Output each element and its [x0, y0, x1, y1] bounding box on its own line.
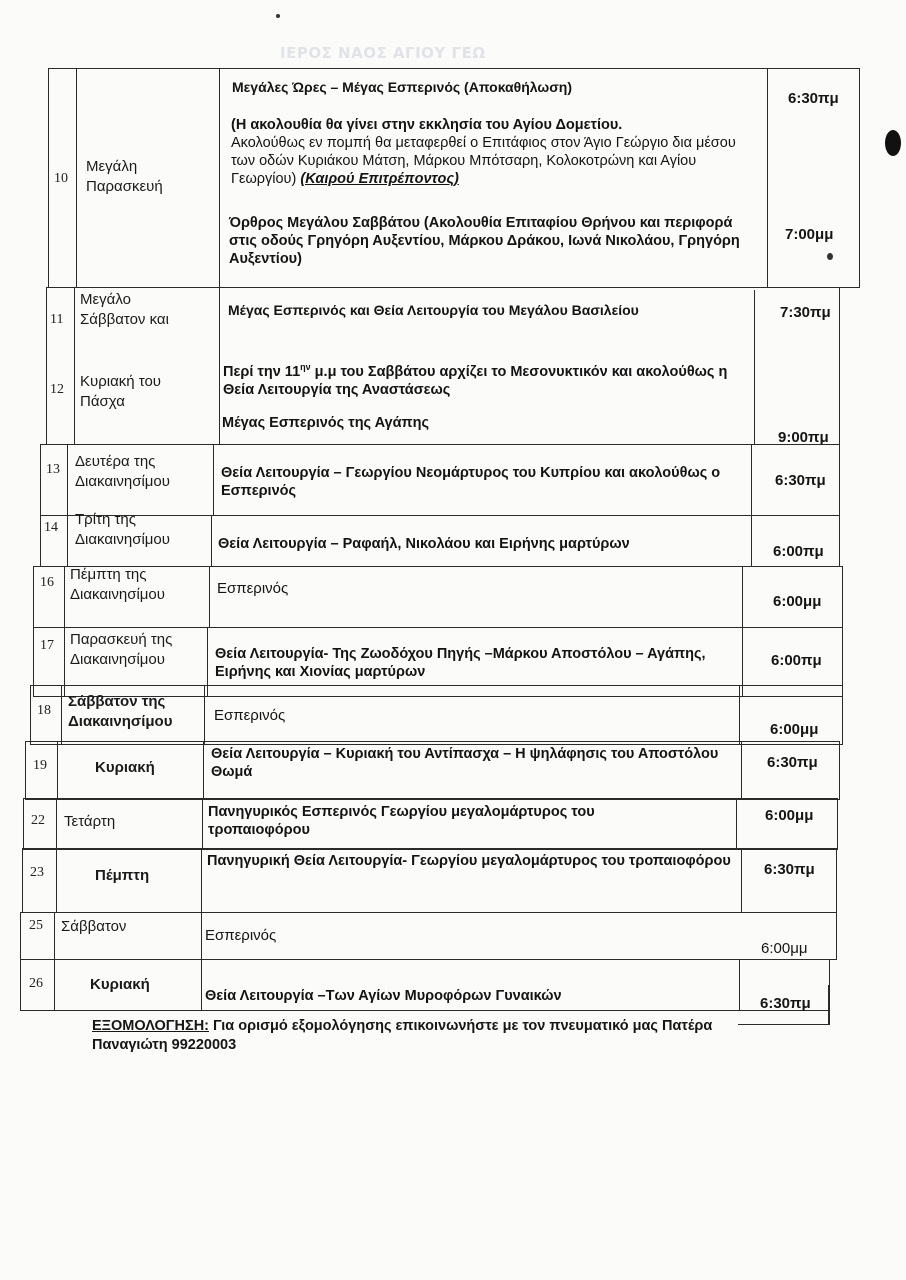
service-time: 6:00μμ [765, 807, 814, 824]
ordinal-suffix: ην [300, 362, 311, 372]
service-time: 6:30πμ [775, 472, 826, 489]
service-note [231, 134, 761, 188]
service-text: Θεία Λειτουργία – Κυριακή του Αντίπασχα – Η ψηλάφησις του Αποστόλου Θωμά [211, 746, 719, 780]
service-text: Πανηγυρικός Εσπερινός Γεωργίου μεγαλομάρτυρος του τροπαιοφόρου [208, 804, 595, 838]
day-name: Τετάρτη [64, 813, 116, 830]
service-time: 6:30πμ [764, 861, 815, 878]
service-time: 6:00μμ [770, 721, 819, 738]
day-number: 14 [44, 520, 58, 535]
day-number: 11 [50, 312, 64, 327]
service-note-title: (Η ακολουθία θα γίνει στην εκκλησία του Αγίου Δομετίου. [231, 117, 623, 133]
day-number: 10 [54, 171, 68, 186]
service-text: Εσπερινός [214, 707, 286, 724]
day-name: Κυριακή του Πάσχα [80, 373, 162, 410]
confession-heading: ΕΞΟΜΟΛΟΓΗΣΗ: [92, 1018, 209, 1034]
service-time: 6:30πμ [788, 90, 839, 107]
service-text: Εσπερινός [217, 580, 289, 597]
day-name: Μεγάλη Παρασκευή [86, 158, 163, 195]
day-number: 19 [33, 758, 47, 773]
table-border-bottom-right [828, 985, 830, 1025]
service-text: Μεγάλες Ώρες – Μέγας Εσπερινός (Αποκαθήλωση) [232, 79, 573, 95]
service-text: Θεία Λειτουργία- Της Ζωοδόχου Πηγής –Μάρκου Αποστόλου – Αγάπης, Ειρήνης και Χιονίας μαρτύρων [215, 646, 706, 680]
day-name: Παρασκευή της Διακαινησίμου [70, 631, 173, 668]
service-time: 6:30πμ [760, 995, 811, 1012]
service-time: 6:00πμ [771, 652, 822, 669]
service-text-part: μ.μ του Σαββάτου αρχίζει το Μεσονυκτικόν και ακολούθως η Θεία Λειτουργία της Αναστάσεως [223, 363, 728, 398]
day-number: 17 [40, 638, 54, 653]
day-number: 12 [50, 382, 64, 397]
service-text: Μέγας Εσπερινός και Θεία Λειτουργία του Μεγάλου Βασιλείου [228, 302, 639, 318]
faint-show-through-heading: ΙΕΡΟΣ ΝΑΟΣ ΑΓΙΟΥ ΓΕΩ [280, 44, 486, 62]
service-text: Εσπερινός [205, 927, 277, 944]
column-divider [754, 290, 755, 445]
day-number: 26 [29, 976, 43, 991]
service-text: Θεία Λειτουργία –Των Αγίων Μυροφόρων Γυναικών [205, 988, 562, 1004]
service-text: Όρθρος Μεγάλου Σαββάτου (Ακολουθία Επιταφίου Θρήνου και περιφορά στις οδούς Γρηγόρη Αυξεντίου, Μάρκου Δράκου, Ιωνά Νικολάου, Γρηγόρη Αυξεντίου) [229, 215, 740, 267]
service-time: 7:30πμ [780, 304, 831, 321]
day-name: Μεγάλο Σάββατον και [80, 291, 169, 328]
service-time: 6:00μμ [773, 593, 822, 610]
service-text: Θεία Λειτουργία – Γεωργίου Νεομάρτυρος του Κυπρίου και ακολούθως ο Εσπερινός [221, 465, 721, 499]
service-text: Μέγας Εσπερινός της Αγάπης [222, 415, 430, 431]
confession-text: Για ορισμό εξομολόγησης επικοινωνήστε με τον πνευματικό μας Πατέρα Παναγιώτη 99220003 [92, 1018, 713, 1053]
day-number: 25 [29, 918, 43, 933]
service-time: 9:00πμ [778, 429, 829, 446]
service-text: Πανηγυρική Θεία Λειτουργία- Γεωργίου μεγαλομάρτυρος του τροπαιοφόρου [207, 853, 731, 869]
day-name: Σάββατον της Διακαινησίμου [68, 693, 173, 730]
service-time: 7:00μμ [785, 226, 834, 243]
service-note-body: Ακολούθως εν πομπή θα μεταφερθεί ο Επιτάφιος στον Άγιο Γεώργιο δια μέσου των οδών Κυριάκου Μάτση, Μάρκου Μπότσαρη, Κολοκοτρώνη και Αγίου Γεωργίου) [231, 135, 736, 187]
service-time: 6:00μμ [761, 940, 808, 957]
day-name: Πέμπτη της Διακαινησίμου [70, 566, 165, 603]
day-number: 13 [46, 462, 60, 477]
day-name: Δευτέρα της Διακαινησίμου [75, 453, 170, 490]
day-number: 23 [30, 865, 44, 880]
day-name: Σάββατον [61, 918, 127, 935]
service-text-part: Περί την 11 [223, 363, 301, 380]
day-name: Κυριακή [95, 759, 155, 776]
service-time: 6:00πμ [773, 543, 824, 560]
day-number: 22 [31, 813, 45, 828]
service-text [223, 358, 733, 399]
confession-notice [92, 1017, 772, 1055]
day-number: 16 [40, 575, 54, 590]
service-text: Θεία Λειτουργία – Ραφαήλ, Νικολάου και Ειρήνης μαρτύρων [218, 536, 630, 552]
weather-permitting-note: (Καιρού Επιτρέποντος) [300, 171, 459, 187]
day-number: 18 [37, 703, 51, 718]
day-name: Τρίτη της Διακαινησίμου [75, 511, 170, 548]
day-name: Πέμπτη [95, 867, 150, 884]
day-name: Κυριακή [90, 976, 150, 993]
service-time: 6:30πμ [767, 754, 818, 771]
